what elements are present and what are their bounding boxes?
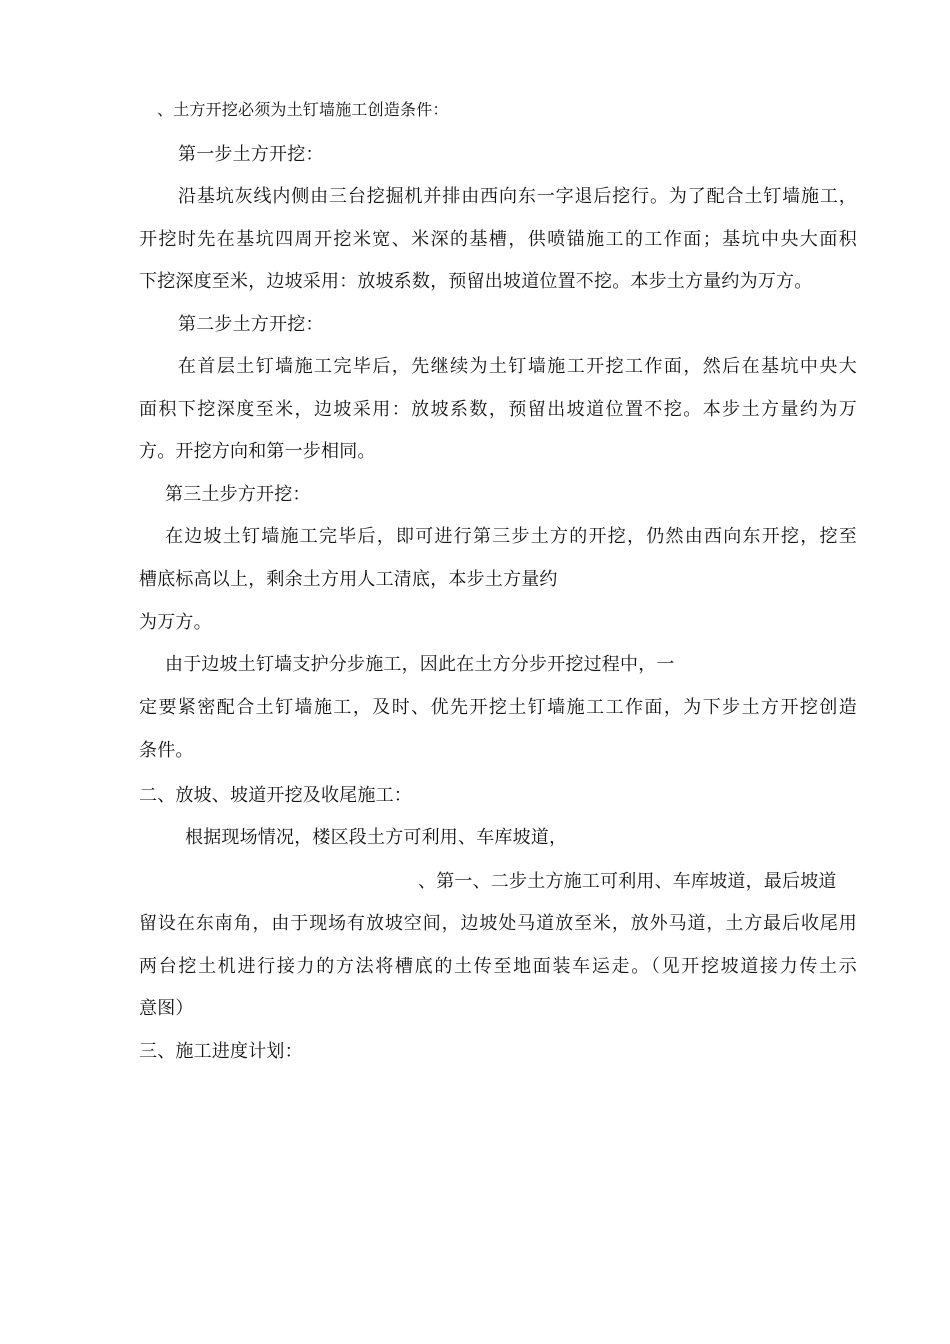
subheading: 第一步土方开挖： [178, 144, 324, 165]
section-heading: 三、施工进度计划： [139, 1041, 303, 1062]
text-line: 留设在东南角，由于现场有放坡空间，边坡处马道放至米，放外马道，土方最后收尾用 [139, 913, 857, 934]
text-line: 、土方开挖必须为土钉墙施工创造条件： [157, 100, 449, 119]
text-line: 方。开挖方向和第一步相同。 [139, 441, 376, 462]
subheading: 第三土步方开挖： [165, 484, 311, 505]
text-line: 为万方。 [139, 612, 212, 633]
text-line: 条件。 [139, 740, 194, 761]
text-line: 下挖深度至米，边坡采用：放坡系数，预留出坡道位置不挖。本步土方量约为万方。 [139, 271, 813, 292]
text-line: 开挖时先在基坑四周开挖米宽、米深的基槽，供喷锚施工的工作面；基坑中央大面积 [139, 229, 857, 250]
text-line: 槽底标高以上，剩余土方用人工清底，本步土方量约 [139, 569, 558, 590]
subheading: 第二步土方开挖： [178, 314, 324, 335]
text-line: 定要紧密配合土钉墙施工，及时、优先开挖土钉墙施工工作面，为下步土方开挖创造 [139, 697, 857, 718]
text-line: 在边坡土钉墙施工完毕后，即可进行第三步土方的开挖，仍然由西向东开挖，挖至 [165, 526, 857, 547]
text-line: 面积下挖深度至米，边坡采用：放坡系数，预留出坡道位置不挖。本步土方量约为万 [139, 399, 857, 420]
text-line: 、第一、二步土方施工可利用、车库坡道，最后坡道 [418, 871, 837, 892]
section-heading: 二、放坡、坡道开挖及收尾施工： [139, 785, 412, 806]
text-line: 意图） [139, 998, 194, 1019]
text-line: 两台挖土机进行接力的方法将槽底的土传至地面装车运走。（见开挖坡道接力传土示 [139, 956, 857, 977]
text-line: 根据现场情况，楼区段土方可利用、车库坡道， [185, 827, 568, 848]
text-line: 沿基坑灰线内侧由三台挖掘机并排由西向东一字退后挖行。为了配合土钉墙施工， [178, 186, 857, 207]
text-line: 在首层土钉墙施工完毕后，先继续为土钉墙施工开挖工作面，然后在基坑中央大 [178, 356, 857, 377]
text-line: 由于边坡土钉墙支护分步施工，因此在土方分步开挖过程中，一 [165, 654, 675, 675]
